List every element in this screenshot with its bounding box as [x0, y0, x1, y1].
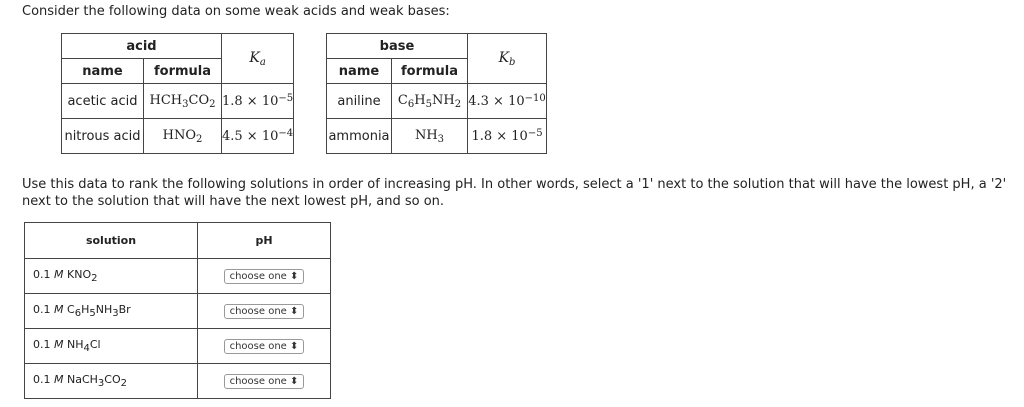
solution-cell: 0.1 M $NaCH_3CO_2$ [25, 364, 198, 399]
kb-header: $K_b$ [468, 34, 547, 84]
ka-value-cell: $4.5 \times 10^{-4}$ [222, 119, 294, 154]
kb-value-cell: $4.3 \times 10^{-10}$ [468, 84, 547, 119]
solution-header: solution [25, 223, 198, 259]
acid-name-header: name [62, 59, 144, 84]
intro-text: Consider the following data on some weak acids and weak bases: [22, 4, 450, 19]
ph-rank-select[interactable]: choose one ⬍ [224, 304, 305, 319]
solution-cell: 0.1 M $NH_4Cl$ [25, 329, 198, 364]
instructions-text: Use this data to rank the following solutions in order of increasing pH. In other words, select a '1' next to the solution that will have the lowest pH, a '2' next to the solution that will have the next lowest pH, and so on. [22, 177, 1007, 209]
acid-header: acid [62, 34, 222, 59]
base-header: base [327, 34, 468, 59]
ph-header: pH [198, 223, 331, 259]
acid-table [61, 33, 294, 154]
base-name-cell: aniline [327, 84, 392, 119]
acid-formula-cell: $HCH_3CO_2$ [144, 84, 222, 119]
base-formula-cell: $NH_3$ [392, 119, 468, 154]
base-formula-cell: $C_6H_5NH_2$ [392, 84, 468, 119]
ranking-table [24, 222, 331, 399]
ph-cell [198, 329, 331, 364]
ka-value-cell: $1.8 \times 10^{-5}$ [222, 84, 294, 119]
updown-arrow-icon: ⬍ [290, 271, 299, 282]
base-formula-header: formula [392, 59, 468, 84]
updown-arrow-icon: ⬍ [290, 376, 299, 387]
updown-arrow-icon: ⬍ [290, 306, 299, 317]
acid-formula-cell: $HNO_2$ [144, 119, 222, 154]
acid-name-cell: nitrous acid [62, 119, 144, 154]
ph-rank-select[interactable]: choose one ⬍ [224, 339, 305, 354]
acid-name-cell: acetic acid [62, 84, 144, 119]
updown-arrow-icon: ⬍ [290, 341, 299, 352]
base-table [326, 33, 547, 154]
ka-header: $K_a$ [222, 34, 294, 84]
ph-rank-select[interactable]: choose one ⬍ [224, 374, 305, 389]
ph-cell [198, 364, 331, 399]
base-name-cell: ammonia [327, 119, 392, 154]
base-name-header: name [327, 59, 392, 84]
acid-formula-header: formula [144, 59, 222, 84]
solution-cell: 0.1 M $KNO_2$ [25, 259, 198, 294]
ph-rank-select[interactable]: choose one ⬍ [224, 269, 305, 284]
solution-cell: 0.1 M $C_6H_5NH_3Br$ [25, 294, 198, 329]
kb-value-cell: $1.8 \times 10^{-5}$ [468, 119, 547, 154]
ph-cell [198, 259, 331, 294]
ph-cell [198, 294, 331, 329]
